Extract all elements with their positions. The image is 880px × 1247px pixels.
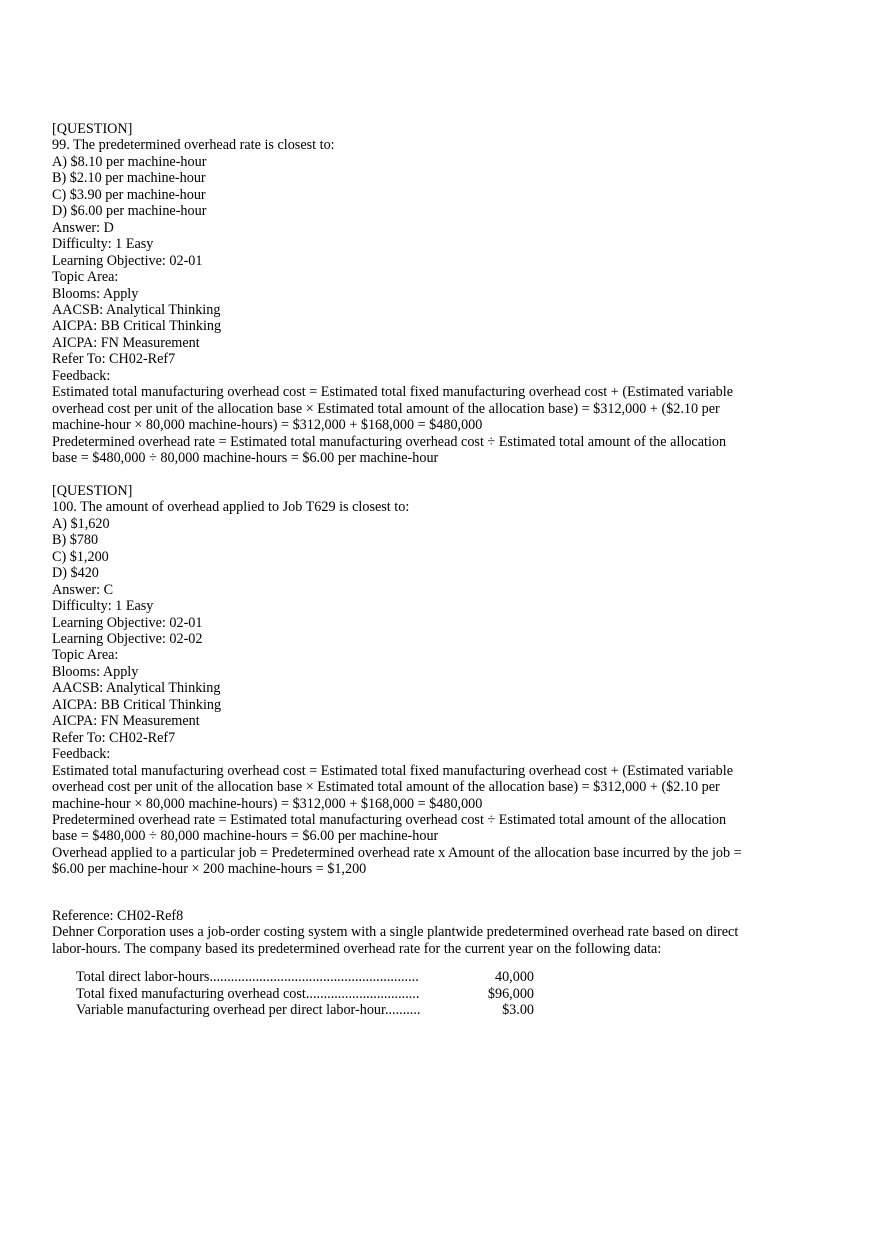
- topic-area: Topic Area:: [52, 269, 119, 286]
- spacer: [52, 467, 762, 483]
- feedback-paragraph: [52, 812, 762, 845]
- learning-objective: Learning Objective: 02-01: [52, 614, 203, 631]
- feedback-paragraph: [52, 763, 762, 812]
- reference-data-table: [76, 969, 534, 1018]
- question-text: 100. The amount of overhead applied to Job T629 is closest to:: [52, 499, 410, 516]
- aicpa-fn: AICPA: FN Measurement: [52, 334, 200, 351]
- feedback-line: Estimated total manufacturing overhead cost = Estimated total fixed manufacturing overhead cost + (Estimated variable: [52, 384, 734, 401]
- refer-to: Refer To: CH02-Ref7: [52, 351, 176, 368]
- option-b: B) $780: [52, 532, 99, 549]
- feedback-label: Feedback:: [52, 367, 111, 384]
- feedback-label: Feedback:: [52, 746, 111, 763]
- learning-objective: Learning Objective: 02-02: [52, 631, 203, 648]
- table-row: [76, 969, 534, 985]
- feedback-line: overhead cost per unit of the allocation base × Estimated total amount of the allocation base) = $312,000 + ($2.10 per: [52, 400, 720, 417]
- difficulty: Difficulty: 1 Easy: [52, 236, 154, 253]
- aicpa-fn: AICPA: FN Measurement: [52, 713, 200, 730]
- answer: Answer: C: [52, 581, 114, 598]
- spacer: [52, 957, 762, 969]
- answer: Answer: D: [52, 219, 114, 236]
- row-value: $3.00: [502, 1002, 534, 1019]
- question-99: [52, 121, 762, 467]
- feedback-line: machine-hour × 80,000 machine-hours) = $312,000 + $168,000 = $480,000: [52, 417, 483, 434]
- table-row: [76, 986, 534, 1002]
- blooms: Blooms: Apply: [52, 285, 139, 302]
- feedback-line: Predetermined overhead rate = Estimated total manufacturing overhead cost ÷ Estimated total amount of the allocation: [52, 812, 727, 829]
- feedback-line: Estimated total manufacturing overhead cost = Estimated total fixed manufacturing overhead cost + (Estimated variable: [52, 762, 734, 779]
- learning-objective: Learning Objective: 02-01: [52, 252, 203, 269]
- row-value: $96,000: [487, 985, 534, 1002]
- question-tag: [QUESTION]: [52, 482, 133, 499]
- aacsb: AACSB: Analytical Thinking: [52, 680, 221, 697]
- option-a: A) $1,620: [52, 515, 110, 532]
- feedback-line: base = $480,000 ÷ 80,000 machine-hours = $6.00 per machine-hour: [52, 828, 439, 845]
- option-c: C) $1,200: [52, 548, 109, 565]
- reference-section: [52, 908, 762, 1019]
- refer-to: Refer To: CH02-Ref7: [52, 729, 176, 746]
- option-d: D) $6.00 per machine-hour: [52, 203, 207, 220]
- spacer: [52, 878, 762, 908]
- option-a: A) $8.10 per machine-hour: [52, 153, 207, 170]
- reference-body-line: Dehner Corporation uses a job-order costing system with a single plantwide predetermined overhead rate based on direct: [52, 924, 739, 941]
- row-label: Variable manufacturing overhead per direct labor-hour..........: [76, 1002, 421, 1019]
- topic-area: Topic Area:: [52, 647, 119, 664]
- document-page: [52, 121, 762, 1019]
- reference-title: Reference: CH02-Ref8: [52, 907, 184, 924]
- feedback-line: Overhead applied to a particular job = Predetermined overhead rate x Amount of the allocation base incurred by the job =: [52, 844, 742, 861]
- question-text: 99. The predetermined overhead rate is closest to:: [52, 137, 335, 154]
- aacsb: AACSB: Analytical Thinking: [52, 301, 221, 318]
- row-label: Total fixed manufacturing overhead cost................................: [76, 985, 420, 1002]
- option-c: C) $3.90 per machine-hour: [52, 186, 206, 203]
- feedback-line: machine-hour × 80,000 machine-hours) = $312,000 + $168,000 = $480,000: [52, 795, 483, 812]
- table-row: [76, 1002, 534, 1018]
- feedback-paragraph: [52, 845, 762, 878]
- reference-body-line: labor-hours. The company based its predetermined overhead rate for the current year on the following data:: [52, 940, 662, 957]
- feedback-paragraph: [52, 434, 762, 467]
- option-b: B) $2.10 per machine-hour: [52, 170, 206, 187]
- question-tag: [QUESTION]: [52, 121, 133, 137]
- option-d: D) $420: [52, 565, 99, 582]
- blooms: Blooms: Apply: [52, 663, 139, 680]
- difficulty: Difficulty: 1 Easy: [52, 598, 154, 615]
- feedback-line: Predetermined overhead rate = Estimated total manufacturing overhead cost ÷ Estimated total amount of the allocation: [52, 433, 727, 450]
- feedback-line: $6.00 per machine-hour × 200 machine-hours = $1,200: [52, 861, 367, 878]
- aicpa-bb: AICPA: BB Critical Thinking: [52, 318, 222, 335]
- feedback-line: overhead cost per unit of the allocation base × Estimated total amount of the allocation base) = $312,000 + ($2.10 per: [52, 779, 720, 796]
- row-label: Total direct labor-hours...........................................................: [76, 969, 419, 986]
- row-value: 40,000: [494, 969, 534, 986]
- feedback-line: base = $480,000 ÷ 80,000 machine-hours = $6.00 per machine-hour: [52, 450, 439, 467]
- feedback-paragraph: [52, 384, 762, 433]
- aicpa-bb: AICPA: BB Critical Thinking: [52, 696, 222, 713]
- question-100: [52, 483, 762, 878]
